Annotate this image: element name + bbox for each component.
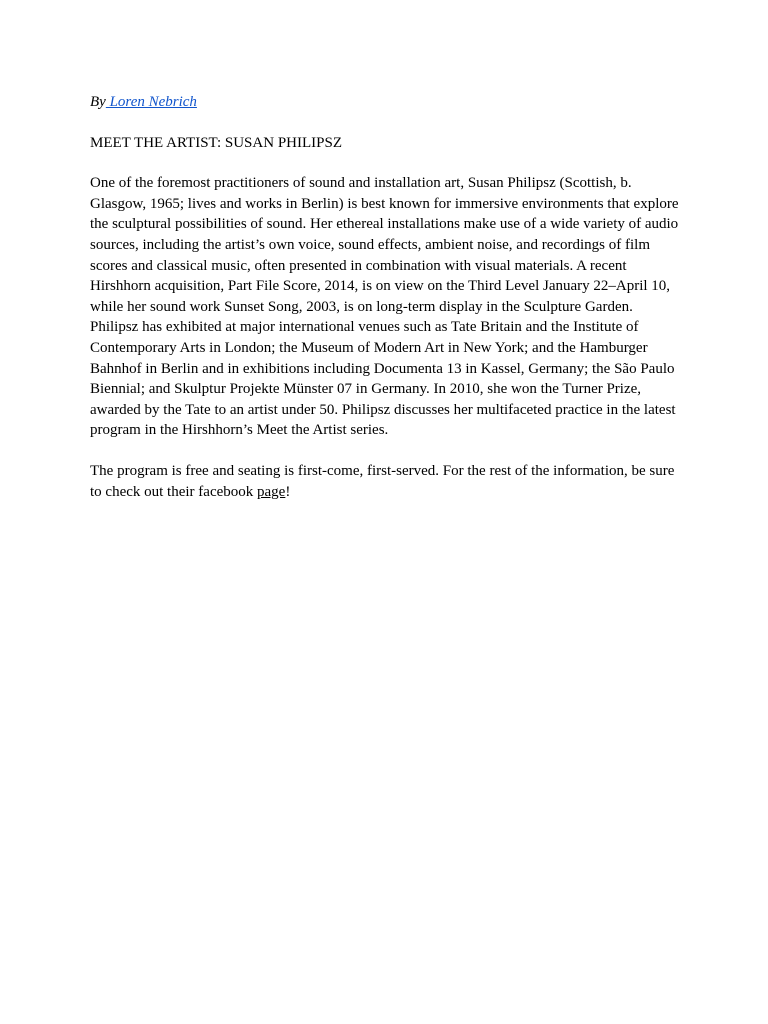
closing-text: The program is free and seating is first-come, first-served. For the rest of the information, be sure to check out their facebook <box>90 462 675 500</box>
closing-punctuation: ! <box>285 483 291 500</box>
byline <box>90 92 682 113</box>
byline-prefix: By <box>90 94 106 110</box>
closing-paragraph <box>90 461 682 502</box>
author-link[interactable]: Loren Nebrich <box>105 94 197 110</box>
article-title: MEET THE ARTIST: SUSAN PHILIPSZ <box>90 134 342 151</box>
facebook-page-link[interactable]: page <box>257 483 286 500</box>
article-body-paragraph: One of the foremost practitioners of sound and installation art, Susan Philipsz (Scottish, b. Glasgow, 1965; lives and works in Berlin) is best known for immersive environments that explore the sculptural possibilities of sound. Her ethereal installations make use of a wide variety of audio sources, including the artist’s own voice, sound effects, ambient noise, and recordings of film scores and classical music, often presented in combination with visual materials. A recent Hirshhorn acquisition, Part File Score, 2014, is on view on the Third Level January 22–April 10, while her sound work Sunset Song, 2003, is on long-term display in the Sculpture Garden. Philipsz has exhibited at major international venues such as Tate Britain and the Institute of Contemporary Arts in London; the Museum of Modern Art in New York; and the Hamburger Bahnhof in Berlin and in exhibitions including Documenta 13 in Kassel, Germany; the São Paulo Biennial; and Skulptur Projekte Münster 07 in Germany. In 2010, she won the Turner Prize, awarded by the Tate to an artist under 50. Philipsz discusses her multifaceted practice in the latest program in the Hirshhorn’s Meet the Artist series. <box>90 175 679 439</box>
document-page <box>90 92 682 522</box>
